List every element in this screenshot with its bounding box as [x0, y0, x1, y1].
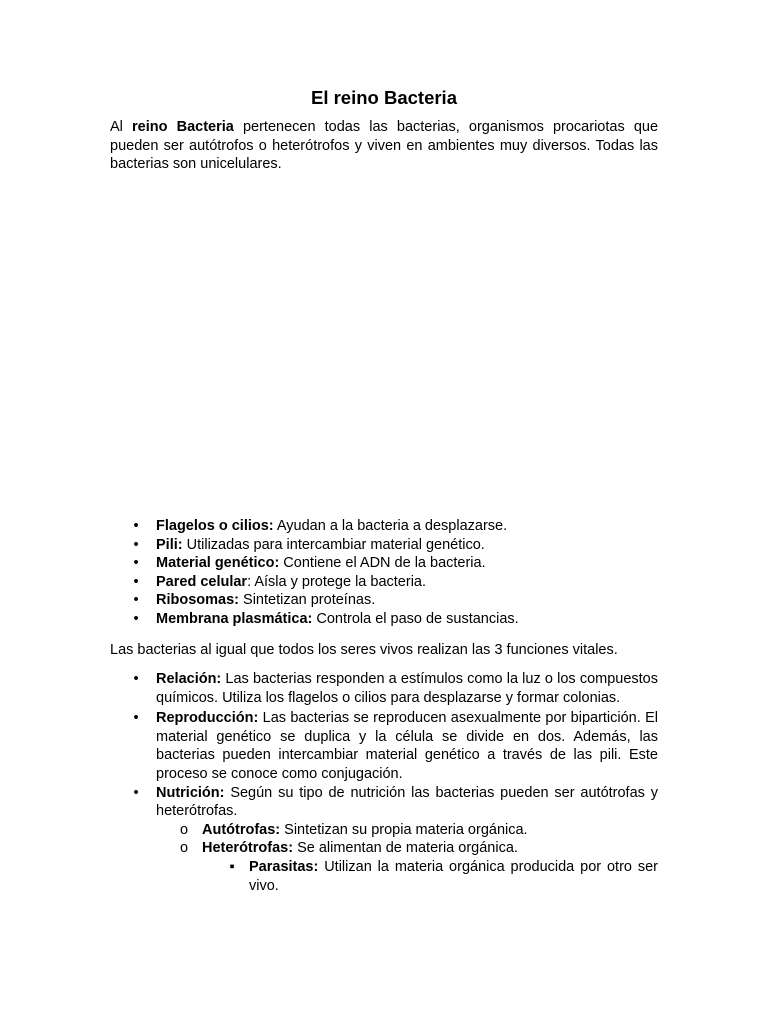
list-item-term: Pili:: [156, 536, 183, 553]
list-item-autotrofas: [110, 821, 658, 840]
list-item-parasitas: [110, 858, 658, 895]
bullet-icon: •: [133, 536, 139, 553]
bullet-icon: •: [133, 784, 139, 801]
list-item-text: Según su tipo de nutrición las bacterias pueden ser autótrofas y heterótrofas.: [156, 784, 658, 820]
list-item-term: Reproducción:: [156, 710, 259, 727]
bullet-icon: •: [133, 573, 139, 590]
list-item-text: Las bacterias se reproducen asexualmente por bipartición. El material genético se duplica y la célula se divide en dos. Además, las bacterias pueden intercambiar material genético a través de las pili. Este proceso se conoce como conjugación.: [156, 710, 658, 782]
square-bullet-icon: ▪: [229, 858, 235, 875]
list-item-reproduccion: [110, 709, 658, 783]
list-item-term: Pared celular: [156, 573, 248, 590]
circle-bullet-icon: o: [179, 840, 189, 857]
list-item-text: Controla el paso de sustancias.: [312, 610, 519, 627]
bullet-icon: •: [133, 671, 139, 687]
bullet-icon: •: [133, 518, 139, 534]
list-item-text: Utilizadas para intercambiar material genético.: [182, 536, 485, 553]
list-item: [110, 536, 658, 555]
list-item-text: Utilizan la materia orgánica producida por otro ser vivo.: [249, 858, 658, 894]
bullet-icon: •: [133, 610, 139, 627]
vital-functions-list: [110, 670, 658, 895]
list-item-term: Heterótrofas:: [202, 840, 294, 857]
bullet-icon: •: [133, 555, 139, 572]
intro-text: pertenecen todas las bacterias, organismos procariotas que pueden ser autótrofos o heterótrofos y viven en ambientes muy diversos. Todas las bacterias son unicelulares.: [110, 119, 659, 173]
intro-prefix: Al: [110, 119, 133, 135]
bacteria-parts-list: [110, 517, 658, 629]
list-item-term: Material genético:: [156, 555, 280, 572]
list-item-text: Ayudan a la bacteria a desplazarse.: [273, 518, 508, 534]
list-item: [110, 554, 658, 573]
list-item-heterotrofas: [110, 839, 658, 858]
list-item-text: Las bacterias responden a estímulos como la luz o los compuestos químicos. Utiliza los flagelos o cilios para desplazarse y formar colonias.: [156, 671, 658, 706]
intro-bold-term: reino Bacteria: [132, 119, 234, 135]
list-item: [110, 591, 658, 610]
bullet-icon: •: [133, 710, 139, 727]
list-item-nutricion: [110, 784, 658, 821]
list-item-term: Relación:: [156, 671, 222, 687]
page-title: El reino Bacteria: [310, 87, 457, 108]
list-item-term: Ribosomas:: [156, 592, 239, 609]
list-item-text: Sintetizan proteínas.: [239, 592, 376, 609]
list-item-text: Se alimentan de materia orgánica.: [293, 840, 518, 857]
list-item-text: : Aísla y protege la bacteria.: [247, 573, 427, 590]
list-item: [110, 517, 658, 536]
list-item-text: Contiene el ADN de la bacteria.: [279, 555, 486, 572]
list-item-term: Nutrición:: [156, 784, 225, 801]
list-item-text: Sintetizan su propia materia orgánica.: [280, 821, 528, 838]
list-item-term: Autótrofas:: [202, 821, 281, 838]
list-item-term: Membrana plasmática:: [156, 610, 313, 627]
functions-intro-paragraph: Las bacterias al igual que todos los seres vivos realizan las 3 funciones vitales.: [110, 642, 618, 658]
list-item-relacion: [110, 670, 658, 707]
list-item-term: Flagelos o cilios:: [156, 518, 274, 534]
bullet-icon: •: [133, 592, 139, 609]
list-item-term: Parasitas:: [249, 858, 319, 875]
list-item: [110, 610, 658, 629]
circle-bullet-icon: o: [179, 821, 189, 838]
blank-figure-area: [110, 180, 658, 510]
intro-paragraph: [110, 118, 658, 174]
list-item: [110, 573, 658, 592]
